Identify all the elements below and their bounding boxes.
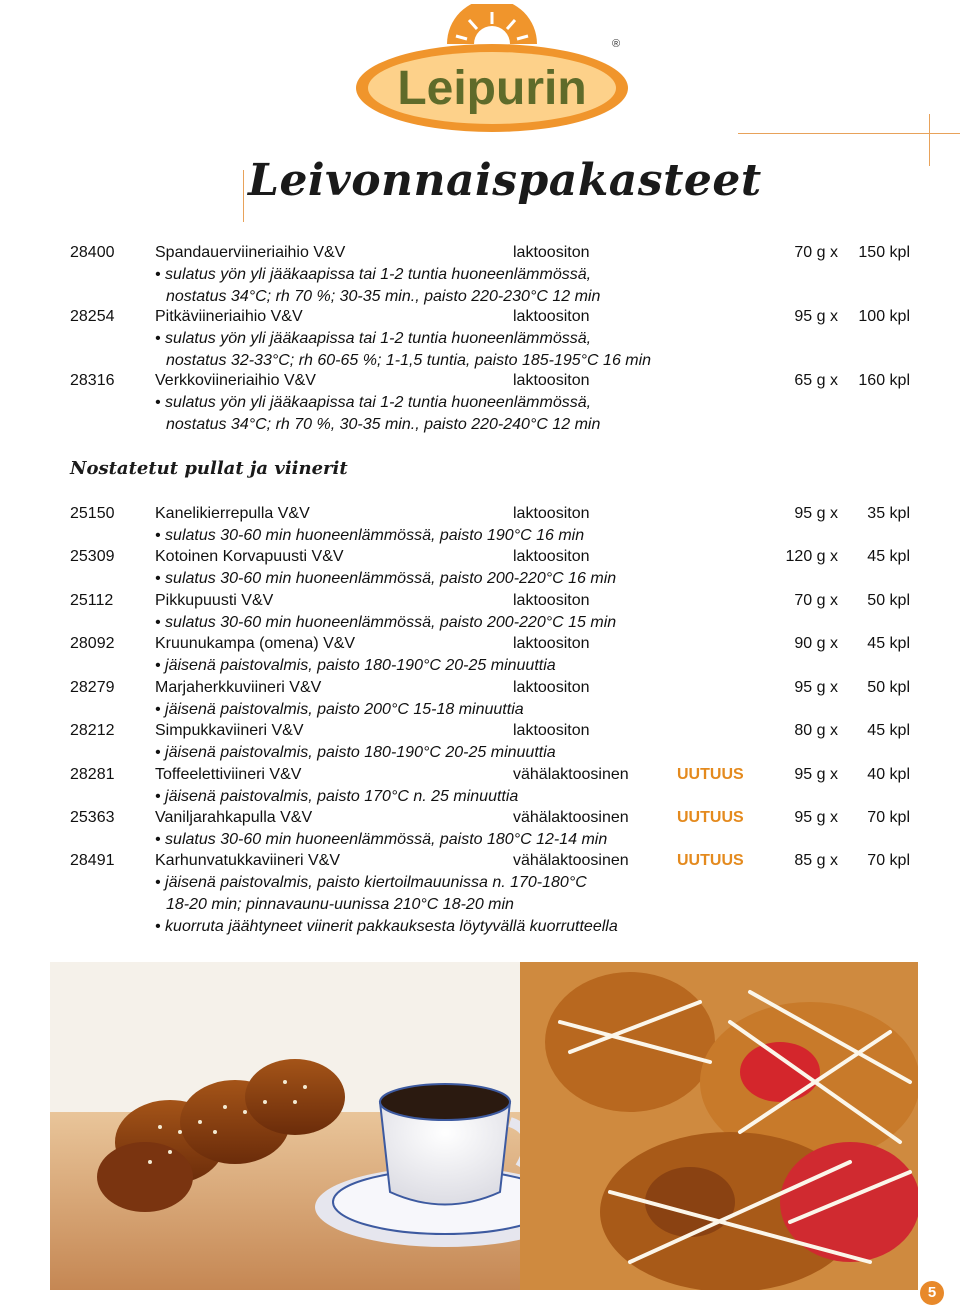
product-code: 28092 xyxy=(70,635,115,652)
registered-mark: ® xyxy=(612,38,621,50)
product-name: Verkkoviineriaihio V&V xyxy=(155,372,316,389)
product-name: Karhunvatukkaviineri V&V xyxy=(155,852,340,869)
brand-logo xyxy=(352,4,632,136)
section-title: Nostatetut pullat ja viinerit xyxy=(70,458,348,479)
product-quantity: 150 kpl xyxy=(858,244,910,261)
product-name: Spandauerviineriaihio V&V xyxy=(155,244,346,261)
product-note: • sulatus 30-60 min huoneenlämmössä, paisto 200-220°C 16 min xyxy=(155,570,617,587)
product-code: 25309 xyxy=(70,548,115,565)
product-name: Vaniljarahkapulla V&V xyxy=(155,809,313,826)
product-code: 25112 xyxy=(70,592,114,609)
lactose-label: laktoositon xyxy=(513,592,590,609)
product-note: • sulatus 30-60 min huoneenlämmössä, paisto 190°C 16 min xyxy=(155,527,585,544)
page-title: Leivonnaispakasteet xyxy=(248,155,762,206)
new-badge: UUTUUS xyxy=(677,809,744,826)
product-weight: 85 g x xyxy=(794,852,838,869)
product-quantity: 100 kpl xyxy=(858,308,910,325)
product-code: 28316 xyxy=(70,372,115,389)
product-note: • sulatus yön yli jääkaapissa tai 1-2 tuntia huoneenlämmössä, xyxy=(155,394,592,411)
product-weight: 120 g x xyxy=(785,548,838,565)
product-weight: 80 g x xyxy=(794,722,838,739)
product-weight: 95 g x xyxy=(794,505,838,522)
pastry-photo xyxy=(50,962,918,1290)
product-note: • sulatus 30-60 min huoneenlämmössä, paisto 200-220°C 15 min xyxy=(155,614,617,631)
product-note: • jäisenä paistovalmis, paisto 170°C n. 25 minuuttia xyxy=(155,788,519,805)
lactose-label: laktoositon xyxy=(513,722,590,739)
product-weight: 90 g x xyxy=(794,635,838,652)
product-weight: 70 g x xyxy=(794,244,838,261)
product-code: 28281 xyxy=(70,766,115,783)
product-note: • kuorruta jäähtyneet viinerit pakkauksesta löytyvällä kuorrutteella xyxy=(155,918,618,935)
product-note: nostatus 34°C; rh 70 %, 30-35 min., paisto 220-240°C 12 min xyxy=(166,416,601,433)
lactose-label: vähälaktoosinen xyxy=(513,809,629,826)
danish-pastries-image xyxy=(520,962,918,1290)
product-note: • sulatus yön yli jääkaapissa tai 1-2 tuntia huoneenlämmössä, xyxy=(155,266,592,283)
product-code: 25150 xyxy=(70,505,115,522)
product-note: 18-20 min; pinnavaunu-uunissa 210°C 18-20 min xyxy=(166,896,514,913)
product-quantity: 45 kpl xyxy=(867,722,910,739)
product-quantity: 45 kpl xyxy=(867,635,910,652)
lactose-label: vähälaktoosinen xyxy=(513,766,629,783)
product-note: nostatus 32-33°C; rh 60-65 %; 1-1,5 tuntia, paisto 185-195°C 16 min xyxy=(166,352,652,369)
product-row xyxy=(0,370,960,392)
product-weight: 95 g x xyxy=(794,766,838,783)
product-note: • jäisenä paistovalmis, paisto 200°C 15-18 minuuttia xyxy=(155,701,524,718)
product-row xyxy=(0,306,960,328)
lactose-label: laktoositon xyxy=(513,372,590,389)
product-quantity: 35 kpl xyxy=(867,505,910,522)
product-name: Kanelikierrepulla V&V xyxy=(155,505,310,522)
product-row xyxy=(0,242,960,264)
product-quantity: 40 kpl xyxy=(867,766,910,783)
product-name: Simpukkaviineri V&V xyxy=(155,722,304,739)
lactose-label: laktoositon xyxy=(513,308,590,325)
product-code: 28400 xyxy=(70,244,115,261)
product-row xyxy=(0,633,960,655)
product-name: Kruunukampa (omena) V&V xyxy=(155,635,356,652)
corner-line-right-vertical xyxy=(929,114,930,166)
product-note: • jäisenä paistovalmis, paisto 180-190°C 20-25 minuuttia xyxy=(155,744,556,761)
lactose-label: laktoositon xyxy=(513,244,590,261)
product-code: 28491 xyxy=(70,852,115,869)
product-row xyxy=(0,546,960,568)
product-name: Marjaherkkuviineri V&V xyxy=(155,679,322,696)
product-row xyxy=(0,764,960,786)
product-note: nostatus 34°C; rh 70 %; 30-35 min., paisto 220-230°C 12 min xyxy=(166,288,601,305)
corner-line-left-vertical xyxy=(243,170,244,222)
product-name: Pitkäviineriaihio V&V xyxy=(155,308,303,325)
product-quantity: 50 kpl xyxy=(867,592,910,609)
product-code: 25363 xyxy=(70,809,115,826)
product-row xyxy=(0,807,960,829)
product-note: • sulatus 30-60 min huoneenlämmössä, paisto 180°C 12-14 min xyxy=(155,831,608,848)
product-quantity: 70 kpl xyxy=(867,852,910,869)
product-quantity: 70 kpl xyxy=(867,809,910,826)
product-weight: 95 g x xyxy=(794,308,838,325)
lactose-label: laktoositon xyxy=(513,505,590,522)
new-badge: UUTUUS xyxy=(677,766,744,783)
product-weight: 95 g x xyxy=(794,809,838,826)
product-note: • jäisenä paistovalmis, paisto 180-190°C 20-25 minuuttia xyxy=(155,657,556,674)
product-code: 28254 xyxy=(70,308,115,325)
product-quantity: 160 kpl xyxy=(858,372,910,389)
page-number: 5 xyxy=(920,1281,944,1305)
product-quantity: 50 kpl xyxy=(867,679,910,696)
product-weight: 70 g x xyxy=(794,592,838,609)
product-note: • jäisenä paistovalmis, paisto kiertoilmauunissa n. 170-180°C xyxy=(155,874,587,891)
product-row xyxy=(0,720,960,742)
product-quantity: 45 kpl xyxy=(867,548,910,565)
product-weight: 95 g x xyxy=(794,679,838,696)
product-name: Pikkupuusti V&V xyxy=(155,592,274,609)
product-code: 28279 xyxy=(70,679,115,696)
logo-wordmark: Leipurin xyxy=(397,62,587,115)
product-note: • sulatus yön yli jääkaapissa tai 1-2 tuntia huoneenlämmössä, xyxy=(155,330,592,347)
lactose-label: laktoositon xyxy=(513,635,590,652)
product-row xyxy=(0,677,960,699)
product-name: Toffeelettiviineri V&V xyxy=(155,766,302,783)
product-row xyxy=(0,503,960,525)
corner-line-right-horizontal xyxy=(738,133,960,134)
new-badge: UUTUUS xyxy=(677,852,744,869)
product-code: 28212 xyxy=(70,722,115,739)
product-name: Kotoinen Korvapuusti V&V xyxy=(155,548,344,565)
lactose-label: laktoositon xyxy=(513,548,590,565)
lactose-label: laktoositon xyxy=(513,679,590,696)
product-weight: 65 g x xyxy=(794,372,838,389)
product-row xyxy=(0,850,960,872)
lactose-label: vähälaktoosinen xyxy=(513,852,629,869)
product-row xyxy=(0,590,960,612)
